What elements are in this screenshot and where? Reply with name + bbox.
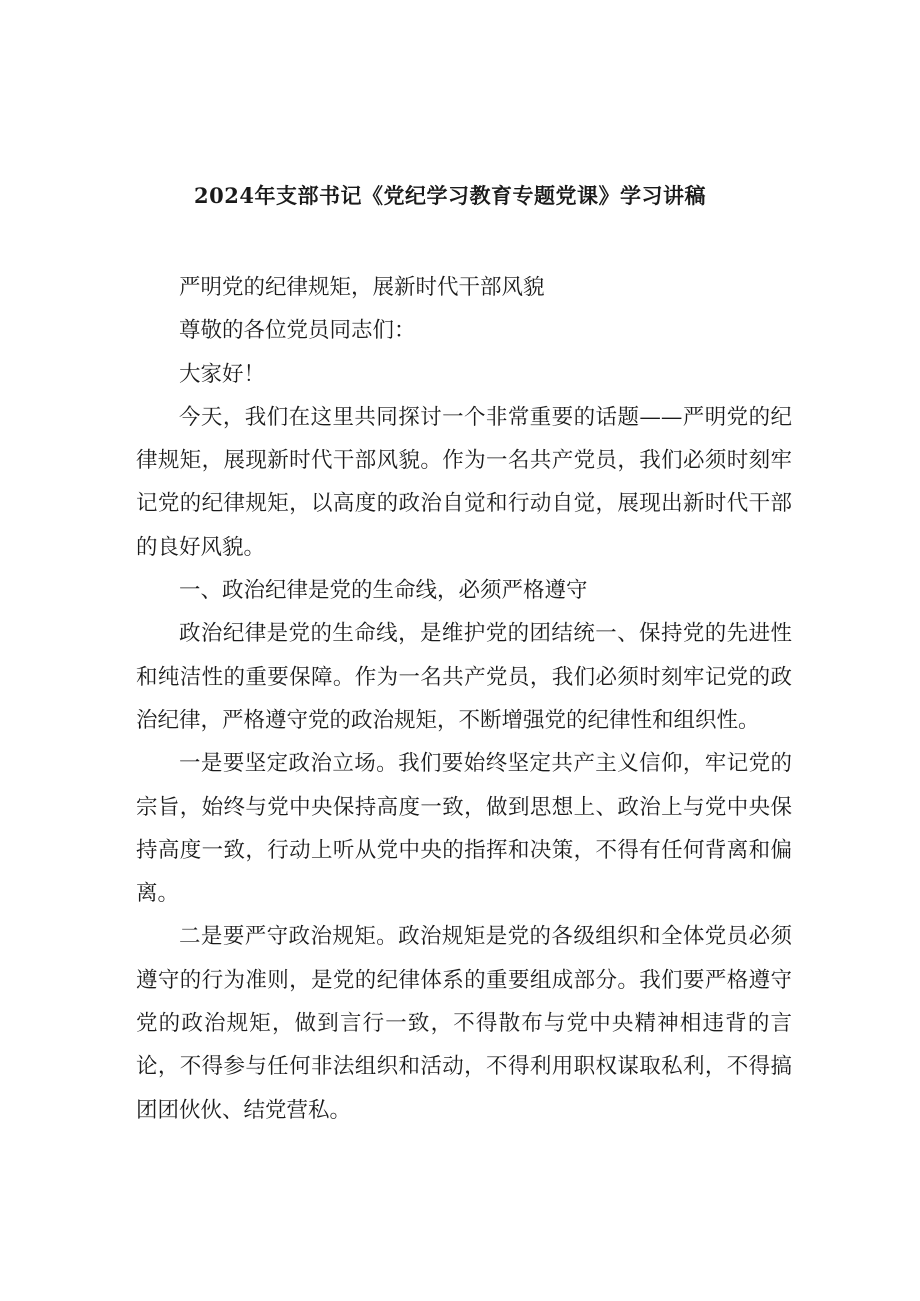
subtitle-paragraph: 严明党的纪律规矩，展新时代干部风貌 [179,275,545,300]
point-one-paragraph: 一是要坚定政治立场。我们要始终坚定共产主义信仰，牢记党的宗旨，始终与党中央保持高度一致，做到思想上、政治上与党中央保持高度一致，行动上听从党中央的指挥和决策，不得有任何背离和偏离。 [136,751,792,907]
section-body-paragraph: 政治纪律是党的生命线，是维护党的团结统一、保持党的先进性和纯洁性的重要保障。作为一名共产党员，我们必须时刻牢记党的政治纪律，严格遵守党的政治规矩，不断增强党的纪律性和组织性。 [136,621,792,733]
document-body [136,266,792,1132]
salutation-paragraph: 尊敬的各位党员同志们： [179,318,416,344]
point-two-paragraph: 二是要严守政治规矩。政治规矩是党的各级组织和全体党员必须遵守的行为准则，是党的纪律体系的重要组成部分。我们要严格遵守党的政治规矩，做到言行一致，不得散布与党中央精神相违背的言论，不得参与任何非法组织和活动，不得利用职权谋取私利，不得搞团团伙伙、结党营私。 [136,924,792,1123]
document-title: 2024年支部书记《党纪学习教育专题党课》学习讲稿 [194,183,706,208]
greeting-paragraph: 大家好！ [179,361,266,387]
section-heading: 一、政治纪律是党的生命线，必须严格遵守 [179,578,588,604]
intro-paragraph: 今天，我们在这里共同探讨一个非常重要的话题——严明党的纪律规矩，展现新时代干部风貌。作为一名共产党员，我们必须时刻牢记党的纪律规矩，以高度的政治自觉和行动自觉，展现出新时代干部的良好风貌。 [136,404,792,560]
